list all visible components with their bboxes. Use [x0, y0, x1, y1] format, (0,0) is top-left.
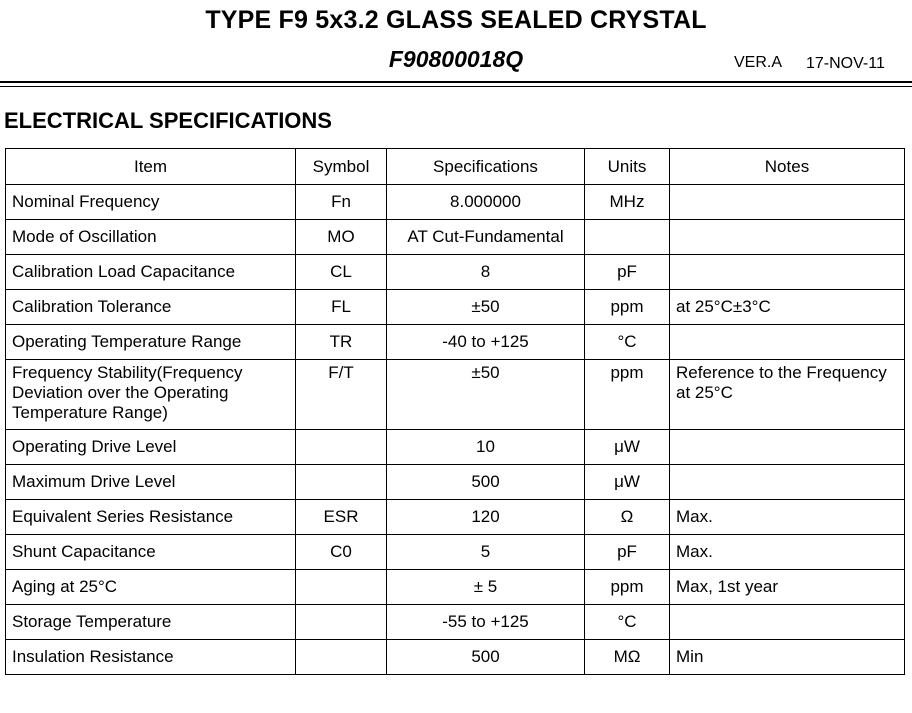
- cell-spec: 8: [387, 255, 585, 290]
- cell-notes: at 25°C±3°C: [670, 290, 905, 325]
- cell-units: μW: [585, 430, 670, 465]
- cell-spec: 500: [387, 640, 585, 675]
- cell-spec: -55 to +125: [387, 605, 585, 640]
- header-item: Item: [6, 149, 296, 185]
- cell-notes: [670, 220, 905, 255]
- cell-item: Mode of Oscillation: [6, 220, 296, 255]
- cell-symbol: [296, 640, 387, 675]
- cell-units: [585, 220, 670, 255]
- cell-notes: Min: [670, 640, 905, 675]
- cell-units: °C: [585, 325, 670, 360]
- cell-symbol: [296, 570, 387, 605]
- cell-spec: 120: [387, 500, 585, 535]
- cell-item: Operating Drive Level: [6, 430, 296, 465]
- cell-symbol: Fn: [296, 185, 387, 220]
- cell-units: °C: [585, 605, 670, 640]
- cell-item: Nominal Frequency: [6, 185, 296, 220]
- cell-item: Aging at 25°C: [6, 570, 296, 605]
- cell-spec: ±50: [387, 360, 585, 430]
- table-row: [6, 570, 905, 605]
- table-row: [6, 500, 905, 535]
- cell-symbol: ESR: [296, 500, 387, 535]
- cell-symbol: [296, 605, 387, 640]
- table-row: [6, 535, 905, 570]
- cell-symbol: C0: [296, 535, 387, 570]
- cell-spec: AT Cut-Fundamental: [387, 220, 585, 255]
- cell-spec: ± 5: [387, 570, 585, 605]
- cell-spec: -40 to +125: [387, 325, 585, 360]
- cell-spec: 8.000000: [387, 185, 585, 220]
- cell-notes: Reference to the Frequency at 25°C: [670, 360, 905, 430]
- table-row: [6, 605, 905, 640]
- cell-units: MΩ: [585, 640, 670, 675]
- cell-item: Equivalent Series Resistance: [6, 500, 296, 535]
- header-specifications: Specifications: [387, 149, 585, 185]
- cell-symbol: F/T: [296, 360, 387, 430]
- header-rule-thin: [0, 86, 912, 87]
- table-row: [6, 220, 905, 255]
- table-row: [6, 360, 905, 430]
- table-row: [6, 325, 905, 360]
- section-title: ELECTRICAL SPECIFICATIONS: [4, 108, 332, 133]
- cell-units: μW: [585, 465, 670, 500]
- table-row: [6, 640, 905, 675]
- table-row: [6, 290, 905, 325]
- cell-notes: Max, 1st year: [670, 570, 905, 605]
- cell-units: MHz: [585, 185, 670, 220]
- cell-units: ppm: [585, 290, 670, 325]
- cell-item: Calibration Tolerance: [6, 290, 296, 325]
- cell-item: Insulation Resistance: [6, 640, 296, 675]
- header-symbol: Symbol: [296, 149, 387, 185]
- cell-item: Storage Temperature: [6, 605, 296, 640]
- cell-spec: ±50: [387, 290, 585, 325]
- cell-item: Shunt Capacitance: [6, 535, 296, 570]
- table-row: [6, 465, 905, 500]
- part-number: F90800018Q: [388, 46, 524, 72]
- cell-notes: [670, 465, 905, 500]
- cell-symbol: CL: [296, 255, 387, 290]
- cell-spec: 10: [387, 430, 585, 465]
- revision-date: 17-NOV-11: [806, 55, 885, 72]
- cell-symbol: [296, 430, 387, 465]
- document-title: TYPE F9 5x3.2 GLASS SEALED CRYSTAL: [205, 6, 707, 34]
- table-row: [6, 255, 905, 290]
- cell-units: Ω: [585, 500, 670, 535]
- cell-item: Frequency Stability(Frequency Deviation over the Operating Temperature Range): [6, 360, 296, 430]
- cell-notes: Max.: [670, 535, 905, 570]
- cell-item: Maximum Drive Level: [6, 465, 296, 500]
- cell-notes: Max.: [670, 500, 905, 535]
- header-notes: Notes: [670, 149, 905, 185]
- table-header-row: [6, 149, 905, 185]
- version-label: VER.A: [734, 54, 783, 71]
- cell-symbol: [296, 465, 387, 500]
- cell-notes: [670, 430, 905, 465]
- cell-symbol: TR: [296, 325, 387, 360]
- cell-notes: [670, 185, 905, 220]
- header-units: Units: [585, 149, 670, 185]
- cell-units: ppm: [585, 360, 670, 430]
- table-row: [6, 430, 905, 465]
- cell-units: pF: [585, 255, 670, 290]
- cell-symbol: MO: [296, 220, 387, 255]
- cell-units: ppm: [585, 570, 670, 605]
- cell-spec: 5: [387, 535, 585, 570]
- cell-symbol: FL: [296, 290, 387, 325]
- cell-notes: [670, 605, 905, 640]
- cell-notes: [670, 325, 905, 360]
- cell-notes: [670, 255, 905, 290]
- electrical-spec-table: [5, 148, 905, 675]
- cell-units: pF: [585, 535, 670, 570]
- cell-spec: 500: [387, 465, 585, 500]
- header-rule-thick: [0, 81, 912, 83]
- table-row: [6, 185, 905, 220]
- cell-item: Operating Temperature Range: [6, 325, 296, 360]
- cell-item: Calibration Load Capacitance: [6, 255, 296, 290]
